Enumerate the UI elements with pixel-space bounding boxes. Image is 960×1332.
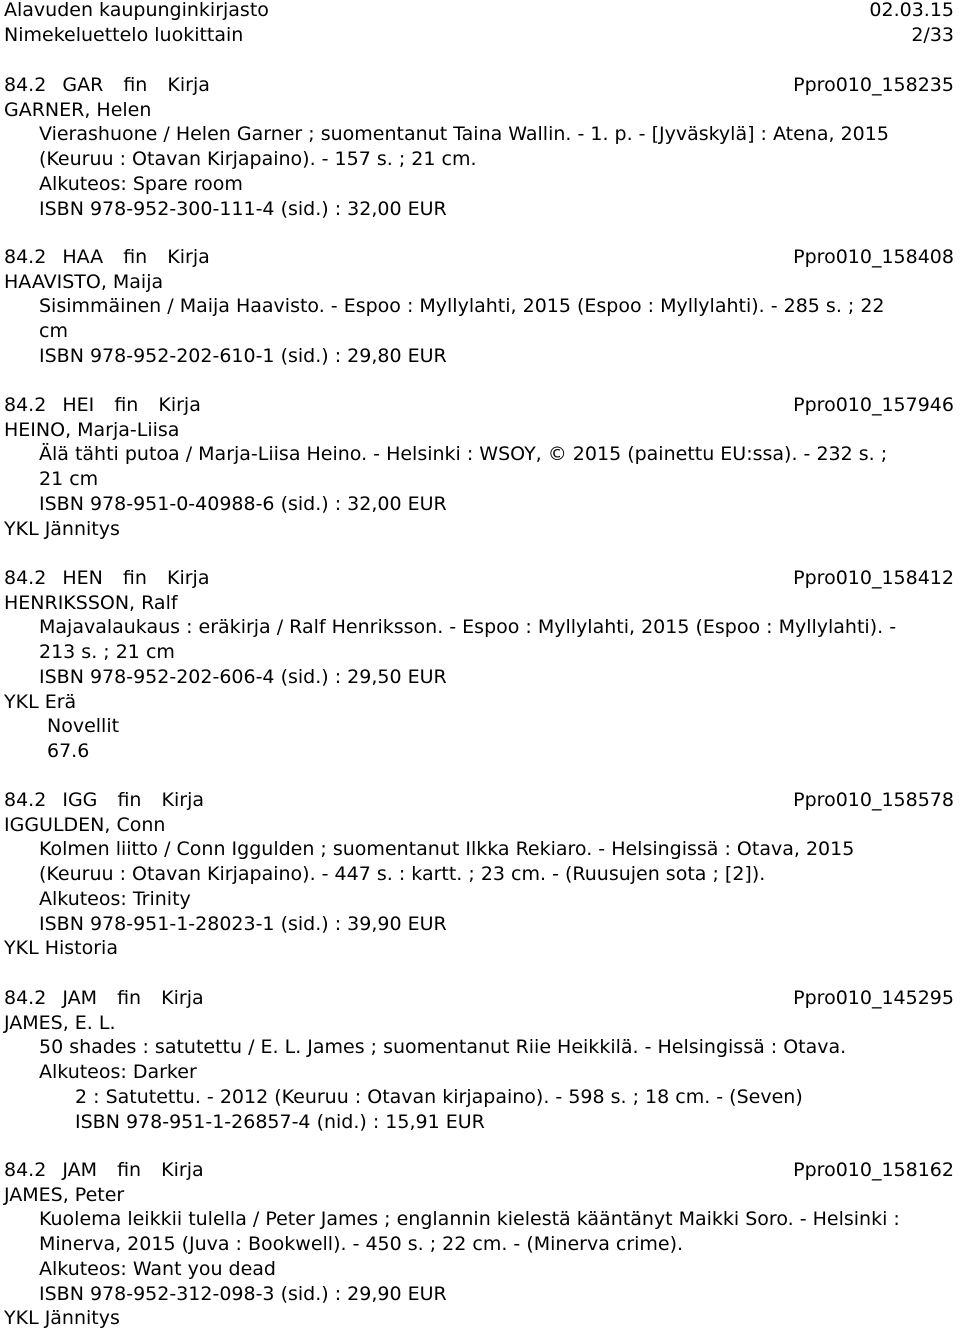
entry-author: GARNER, Helen: [4, 98, 152, 121]
entry-description: (Keuruu : Otavan Kirjapaino). - 447 s. : kartt. ; 23 cm. - (Ruusujen sota ; [2]).: [39, 863, 766, 886]
entry-isbn: ISBN 978-952-300-111-4 (sid.) : 32,00 EUR: [39, 197, 447, 220]
language: fin: [123, 246, 148, 268]
entry-description: Kolmen liitto / Conn Iggulden ; suomentanut Ilkka Rekiaro. - Helsingissä : Otava, 2015: [39, 838, 855, 861]
material-type: Kirja: [158, 394, 201, 416]
class-number: 84.2: [4, 789, 47, 811]
entry-class-row: [0, 393, 960, 418]
entry-isbn: ISBN 978-951-1-28023-1 (sid.) : 39,90 EUR: [39, 912, 447, 935]
entry-isbn: ISBN 978-952-202-610-1 (sid.) : 29,80 EUR: [39, 344, 447, 367]
class-number: 84.2: [4, 394, 47, 416]
language: fin: [114, 394, 139, 416]
material-type: Kirja: [161, 1159, 204, 1181]
class-number: 84.2: [4, 567, 47, 589]
entry-class-row: [0, 73, 960, 98]
entry-ykl: YKL Jännitys: [4, 1307, 120, 1330]
entry-isbn: ISBN 978-952-312-098-3 (sid.) : 29,90 EUR: [39, 1282, 447, 1305]
language: fin: [117, 1159, 142, 1181]
language: fin: [117, 789, 142, 811]
report-title: Nimekeluettelo luokittain: [4, 24, 244, 46]
entry-description: Sisimmäinen / Maija Haavisto. - Espoo : Myllylahti, 2015 (Espoo : Myllylahti). - 285 s. ; 22: [39, 295, 885, 318]
entry-description: (Keuruu : Otavan Kirjapaino). - 157 s. ; 21 cm.: [39, 148, 477, 171]
entry-description: cm: [39, 320, 68, 343]
entry-description: Majavalaukaus : eräkirja / Ralf Henriksson. - Espoo : Myllylahti, 2015 (Espoo : Myllylahti). -: [39, 616, 897, 639]
entry-description: 21 cm: [39, 468, 99, 491]
entry-description: Kuolema leikkii tulella / Peter James ; englannin kielestä kääntänyt Maikki Soro. - Helsinki :: [39, 1208, 900, 1231]
language: fin: [123, 74, 148, 96]
class-number: 84.2: [4, 74, 47, 96]
entry-description: Alkuteos: Spare room: [39, 172, 243, 195]
entry-description: Alkuteos: Want you dead: [39, 1257, 276, 1280]
entry-ykl: YKL Erä: [4, 690, 77, 713]
material-type: Kirja: [161, 789, 205, 811]
shelf-code: JAM: [62, 1159, 98, 1181]
material-type: Kirja: [161, 987, 204, 1009]
header-row-2: [0, 23, 960, 48]
entry-volume-description: 2 : Satutettu. - 2012 (Keuruu : Otavan kirjapaino). - 598 s. ; 18 cm. - (Seven): [75, 1085, 803, 1108]
entry-description: Alkuteos: Darker: [39, 1061, 197, 1084]
entry-description: Älä tähti putoa / Marja-Liisa Heino. - Helsinki : WSOY, © 2015 (painettu EU:ssa). - 232 s. ;: [39, 443, 888, 466]
entry-class-row: [0, 788, 960, 813]
entry-description: Alkuteos: Trinity: [39, 887, 191, 910]
shelf-code: HAA: [62, 246, 104, 268]
header-row-1: [0, 0, 960, 23]
language: fin: [117, 987, 142, 1009]
record-id: Ppro010_158408: [793, 246, 954, 268]
entry-author: JAMES, E. L.: [4, 1011, 116, 1034]
shelf-code: GAR: [62, 74, 104, 96]
entry-class-row: [0, 566, 960, 591]
entry-ykl: YKL Historia: [4, 937, 118, 960]
library-name: Alavuden kaupunginkirjasto: [4, 0, 269, 21]
entry-class-row: [0, 1158, 960, 1183]
entry-author: HENRIKSSON, Ralf: [4, 591, 178, 614]
record-id: Ppro010_158412: [793, 567, 954, 589]
material-type: Kirja: [166, 567, 210, 589]
entry-author: HEINO, Marja-Liisa: [4, 418, 180, 441]
entry-class-row: [0, 245, 960, 270]
language: fin: [122, 567, 147, 589]
entry-ykl: YKL Jännitys: [4, 517, 120, 540]
record-id: Ppro010_158162: [793, 1159, 954, 1181]
entry-author: JAMES, Peter: [4, 1183, 125, 1206]
entry-ykl-extra: 67.6: [47, 739, 90, 762]
shelf-code: HEN: [62, 567, 103, 589]
entry-isbn: ISBN 978-951-0-40988-6 (sid.) : 32,00 EUR: [39, 492, 447, 515]
record-id: Ppro010_158578: [793, 789, 954, 811]
entry-description: 213 s. ; 21 cm: [39, 641, 175, 664]
entry-class-row: [0, 986, 960, 1011]
record-id: Ppro010_157946: [793, 394, 954, 416]
shelf-code: JAM: [62, 987, 98, 1009]
class-number: 84.2: [4, 1159, 47, 1181]
class-number: 84.2: [4, 987, 47, 1009]
entry-description: Vierashuone / Helen Garner ; suomentanut Taina Wallin. - 1. p. - [Jyväskylä] : Atena, 2015: [39, 123, 889, 146]
entry-description: Minerva, 2015 (Juva : Bookwell). - 450 s. ; 22 cm. - (Minerva crime).: [39, 1233, 684, 1256]
print-date: 02.03.15: [869, 0, 954, 21]
entry-isbn: ISBN 978-952-202-606-4 (sid.) : 29,50 EUR: [39, 665, 447, 688]
entry-description: 50 shades : satutettu / E. L. James ; suomentanut Riie Heikkilä. - Helsingissä : Otava.: [39, 1036, 847, 1059]
record-id: Ppro010_158235: [793, 74, 954, 96]
material-type: Kirja: [167, 74, 210, 96]
page-number: 2/33: [911, 24, 954, 46]
class-number: 84.2: [4, 246, 47, 268]
entry-isbn: ISBN 978-951-1-26857-4 (nid.) : 15,91 EUR: [75, 1110, 485, 1133]
material-type: Kirja: [167, 246, 210, 268]
entry-ykl-extra: Novellit: [47, 715, 120, 738]
shelf-code: HEI: [62, 394, 95, 416]
entry-author: IGGULDEN, Conn: [4, 813, 166, 836]
shelf-code: IGG: [62, 789, 98, 811]
record-id: Ppro010_145295: [793, 987, 954, 1009]
entry-author: HAAVISTO, Maija: [4, 270, 164, 293]
